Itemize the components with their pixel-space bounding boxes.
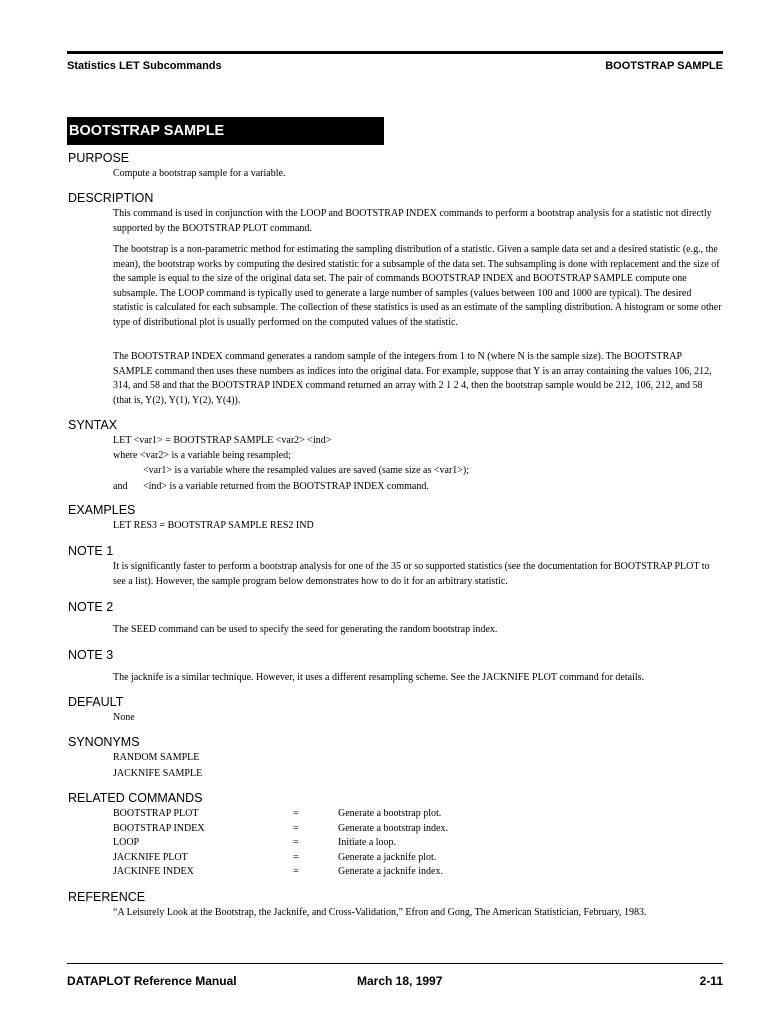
note2-text: The SEED command can be used to specify the seed for generating the random bootstrap index.: [113, 624, 498, 635]
related-command-name: BOOTSTRAP INDEX: [113, 823, 205, 834]
footer-date: March 18, 1997: [357, 974, 443, 988]
header-left: Statistics LET Subcommands: [67, 60, 222, 72]
related-command-name: JACKNIFE PLOT: [113, 852, 188, 863]
section-heading-note1: NOTE 1: [68, 544, 114, 558]
section-heading-description: DESCRIPTION: [68, 191, 154, 205]
purpose-text: Compute a bootstrap sample for a variable.: [113, 168, 286, 179]
related-description: Generate a jacknife plot.: [338, 852, 437, 863]
example-line-1: LET RES3 = BOOTSTRAP SAMPLE RES2 IND: [113, 520, 314, 531]
section-heading-synonyms: SYNONYMS: [68, 735, 140, 749]
header-rule: [67, 51, 723, 54]
note3-text: The jacknife is a similar technique. However, it uses a different resampling scheme. See the JACKNIFE PLOT command for details.: [113, 672, 645, 683]
description-paragraph-1: This command is used in conjunction with the LOOP and BOOTSTRAP INDEX commands to perform a bootstrap analysis for a statistic not directly supported by the BOOTSTRAP PLOT command.: [113, 208, 712, 234]
section-heading-examples: EXAMPLES: [68, 503, 136, 517]
related-equals: =: [293, 852, 299, 863]
page-title: BOOTSTRAP SAMPLE: [67, 117, 384, 145]
synonym-item: RANDOM SAMPLE: [113, 752, 200, 763]
footer-left: DATAPLOT Reference Manual: [67, 974, 237, 988]
syntax-line-3: <var1> is a variable where the resampled values are saved (same size as <var1>);: [143, 465, 470, 476]
related-equals: =: [293, 866, 299, 877]
footer-page-number: 2-11: [699, 974, 723, 988]
syntax-line-1: LET <var1> = BOOTSTRAP SAMPLE <var2> <ind>: [113, 435, 332, 446]
related-description: Generate a jacknife index.: [338, 866, 443, 877]
related-equals: =: [293, 808, 299, 819]
related-equals: =: [293, 823, 299, 834]
section-heading-purpose: PURPOSE: [68, 151, 130, 165]
related-command-name: BOOTSTRAP PLOT: [113, 808, 199, 819]
related-command-name: LOOP: [113, 837, 140, 848]
syntax-line-2: where <var2> is a variable being resampled;: [113, 450, 291, 461]
section-heading-related-commands: RELATED COMMANDS: [68, 791, 203, 805]
related-command-name: JACKINFE INDEX: [113, 866, 194, 877]
default-text: None: [113, 712, 135, 723]
section-heading-note3: NOTE 3: [68, 648, 114, 662]
section-heading-default: DEFAULT: [68, 695, 124, 709]
related-equals: =: [293, 837, 299, 848]
section-heading-note2: NOTE 2: [68, 600, 114, 614]
section-heading-syntax: SYNTAX: [68, 418, 118, 432]
related-description: Generate a bootstrap plot.: [338, 808, 442, 819]
syntax-line-4: <ind> is a variable returned from the BOOTSTRAP INDEX command.: [143, 481, 429, 492]
note1-text: It is significantly faster to perform a bootstrap analysis for one of the 35 or so supported statistics (see the documentation for BOOTSTRAP PLOT to see a list). However, the sample program below demonstrates how to do it for an arbitrary statistic.: [113, 561, 710, 587]
related-description: Generate a bootstrap index.: [338, 823, 448, 834]
description-paragraph-2: The bootstrap is a non-parametric method for estimating the sampling distribution of a statistic. Given a sample data set and a desired statistic (e.g., the mean), the bootstrap works by computing the desired statistic for a subsample of the data set. The subsampling is done with replacement and the size of the sample is equal to the size of the original data set. The pair of commands BOOTSTRAP INDEX and BOOTSTRAP SAMPLE compute one subsample. The LOOP command is typically used to generate a large number of samples (values between 100 and 1000 are typical). The desired statistic is calculated for each subsample. The collection of these statistics is used as an estimate of the sampling distribution. A histogram or some other type of distributional plot is usually performed on the computed values of the statistic.: [113, 244, 722, 328]
related-description: Initiate a loop.: [338, 837, 397, 848]
synonym-item: JACKNIFE SAMPLE: [113, 768, 203, 779]
description-paragraph-3: The BOOTSTRAP INDEX command generates a random sample of the integers from 1 to N (where N is the sample size). The BOOTSTRAP SAMPLE command then uses these numbers as indices into the original data. For example, suppose that Y is an array containing the values 106, 212, 314, and 58 and that the BOOTSTRAP INDEX command returned an array with 2 1 2 4, then the bootstrap sample would be 212, 106, 212, and 58 (that is, Y(2), Y(1), Y(2), Y(4)).: [113, 351, 712, 406]
section-heading-reference: REFERENCE: [68, 890, 146, 904]
syntax-and-word: and: [113, 481, 128, 492]
reference-text: “A Leisurely Look at the Bootstrap, the Jacknife, and Cross-Validation,” Efron and Gong, The American Statistician, February, 1983.: [113, 907, 647, 918]
header-right: BOOTSTRAP SAMPLE: [605, 60, 723, 72]
footer-rule: [67, 963, 723, 964]
